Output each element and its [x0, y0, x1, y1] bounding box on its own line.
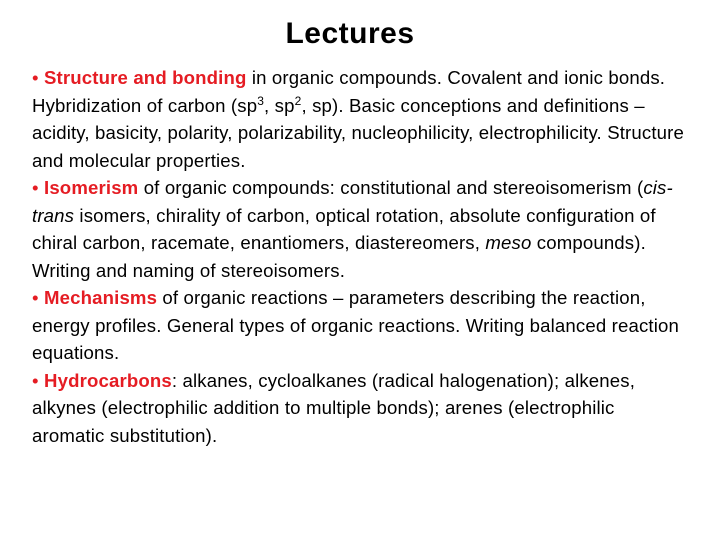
lecture-list [32, 64, 692, 449]
bullet-icon: • [32, 287, 39, 308]
list-item-hydrocarbons [32, 367, 692, 450]
list-item-mechanisms [32, 284, 692, 367]
bullet-icon: • [32, 67, 39, 88]
bullet-icon: • [32, 369, 39, 391]
topic-text: isomers, chirality of carbon, optical rotation, absolute configuration of chiral carbon, racemate, enantiomers, diastereomers, [32, 204, 656, 253]
topic-heading: Structure and bonding [44, 67, 247, 88]
topic-text: , sp [264, 94, 295, 116]
superscript: 2 [294, 93, 302, 108]
topic-text: , sp). Basic conceptions and definitions – acidity, basicity, polarity, polarizability, nucleophilicity, electrophilicity. Structure and molecular properties. [32, 94, 684, 171]
topic-text: compounds). Writing and naming of stereoisomers. [32, 232, 646, 281]
topic-heading: Mechanisms [44, 287, 158, 308]
bullet-icon: • [32, 177, 39, 198]
superscript: 3 [257, 93, 265, 108]
italic-term: cis-trans [32, 177, 673, 226]
topic-text: of organic reactions – parameters describing the reaction, energy profiles. General types of organic reactions. Writing balanced reaction equations. [32, 287, 679, 363]
topic-text: : alkanes, cycloalkanes (radical halogenation); alkenes, alkynes (electrophilic addition to multiple bonds); arenes (electrophilic aromatic substitution). [32, 369, 636, 446]
list-item-structure-bonding [32, 64, 692, 174]
topic-text: of organic compounds: constitutional and stereoisomerism ( [138, 177, 644, 198]
topic-heading: Hydrocarbons [44, 369, 172, 391]
topic-text: in organic compounds. Covalent and ionic bonds. Hybridization of carbon (sp [32, 67, 666, 116]
topic-heading: Isomerism [44, 177, 139, 198]
list-item-isomerism [32, 174, 692, 284]
page-title: Lectures [285, 17, 415, 50]
italic-term: meso [485, 232, 532, 253]
